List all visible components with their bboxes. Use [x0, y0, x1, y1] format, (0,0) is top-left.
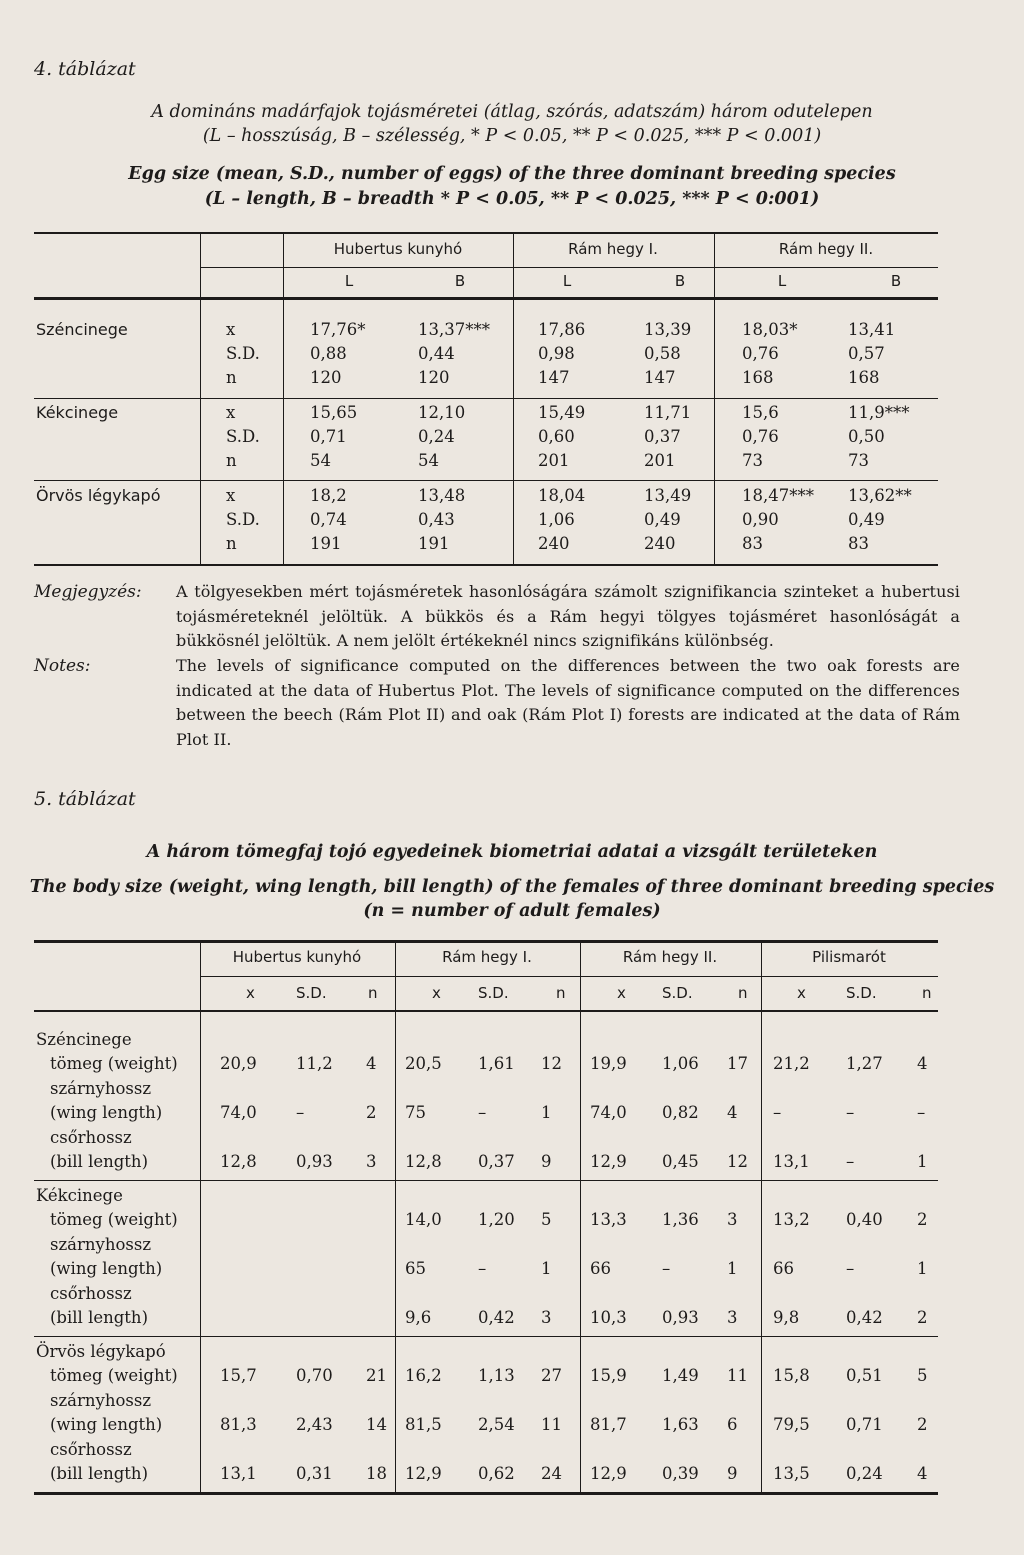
- t5-cell: 66: [773, 1259, 794, 1278]
- t5-subheader: n: [368, 984, 378, 1002]
- t5-subheader: S.D.: [846, 984, 877, 1002]
- t5-cell: 1: [541, 1103, 552, 1122]
- t5-cell: 2,54: [478, 1415, 515, 1434]
- t5-cell: –: [773, 1103, 782, 1122]
- t5-measure-hu: szárnyhossz: [50, 1079, 152, 1098]
- t5-cell: 1: [917, 1259, 928, 1278]
- t4-cell: 120: [310, 368, 342, 387]
- t5-cell: 5: [917, 1366, 928, 1385]
- note-text-hu: A tölgyesekben mért tojásméretek hasonlóságára számolt szignifikancia szinteket a hubertusi tojásméreteknél jelöltük. A bükkös és a Rám hegyi tölgyes tojásméret hasonlóságát a bükkösnél jelöltük. A nem jelölt értékeknél nincs szignifikáns különbség.: [176, 582, 960, 650]
- t5-measure-hu: csőrhossz: [50, 1440, 132, 1459]
- t5-cell: 1,06: [662, 1054, 699, 1073]
- t5-subheader: S.D.: [478, 984, 509, 1002]
- t5-cell: 21,2: [773, 1054, 810, 1073]
- t4-cell: 83: [848, 534, 869, 553]
- table4-label: 4. táblázat: [34, 58, 136, 80]
- t4-cell: 0,76: [742, 427, 779, 446]
- t5-cell: 0,31: [296, 1464, 333, 1483]
- t5-cell: 1,27: [846, 1054, 883, 1073]
- t5-cell: –: [846, 1103, 855, 1122]
- t5-cell: 9,6: [405, 1308, 432, 1327]
- t5-cell: 12,9: [590, 1464, 627, 1483]
- t4-cell: 0,49: [644, 510, 681, 529]
- t4-cell: 0,98: [538, 344, 575, 363]
- t4-site-header: Rám hegy II.: [778, 240, 874, 258]
- t4-subheader: L: [562, 272, 572, 290]
- t5-measure-hu: tömeg (weight): [50, 1210, 178, 1229]
- t5-subheader: S.D.: [296, 984, 327, 1002]
- t5-cell: 12: [541, 1054, 562, 1073]
- t5-cell: –: [296, 1103, 305, 1122]
- t4-cell: 13,62**: [848, 486, 912, 505]
- t4-stat-label: x: [226, 486, 236, 505]
- t4-cell: 11,71: [644, 403, 692, 422]
- t4-subheader: L: [777, 272, 787, 290]
- t5-measure-en: (wing length): [50, 1259, 163, 1278]
- t5-cell: 0,62: [478, 1464, 515, 1483]
- t5-cell: 66: [590, 1259, 611, 1278]
- t5-cell: 79,5: [773, 1415, 810, 1434]
- t5-cell: 1: [727, 1259, 738, 1278]
- t4-cell: 18,04: [538, 486, 586, 505]
- t5-cell: 20,9: [220, 1054, 257, 1073]
- t5-subheader: n: [738, 984, 748, 1002]
- t5-subheader: x: [797, 984, 806, 1002]
- t5-cell: 0,40: [846, 1210, 883, 1229]
- t4-stat-label: x: [226, 403, 236, 422]
- t5-cell: 74,0: [590, 1103, 627, 1122]
- t5-subheader: n: [556, 984, 566, 1002]
- note-text-en: The levels of significance computed on the differences between the two oak forests are indicated at the data of Hubertus Plot. The levels of significance computed on the differences between the beech (Rám Plot II) and oak (Rám Plot I) forests are indicated at the data of Rám Plot II.: [176, 656, 960, 749]
- t5-cell: 1,61: [478, 1054, 515, 1073]
- t4-cell: 0,60: [538, 427, 575, 446]
- t5-cell: 1,20: [478, 1210, 515, 1229]
- t4-species-name: Örvös légykapó: [36, 486, 161, 505]
- t5-subheader: x: [432, 984, 441, 1002]
- table5-label: 5. táblázat: [34, 788, 136, 810]
- t5-subheader: n: [922, 984, 932, 1002]
- t5-cell: –: [917, 1103, 926, 1122]
- t4-cell: 83: [742, 534, 763, 553]
- t5-species-name: Széncinege: [36, 1030, 132, 1049]
- t4-cell: 18,03*: [742, 320, 798, 339]
- t5-cell: 0,51: [846, 1366, 883, 1385]
- t4-cell: 0,37: [644, 427, 681, 446]
- t4-cell: 0,76: [742, 344, 779, 363]
- t4-stat-label: x: [226, 320, 236, 339]
- t5-subheader: S.D.: [662, 984, 693, 1002]
- t5-measure-hu: szárnyhossz: [50, 1391, 152, 1410]
- t5-cell: 0,42: [478, 1308, 515, 1327]
- t4-cell: 147: [644, 368, 676, 387]
- t5-cell: 10,3: [590, 1308, 627, 1327]
- t5-cell: 0,42: [846, 1308, 883, 1327]
- t4-cell: 0,90: [742, 510, 779, 529]
- t4-stat-label: n: [226, 451, 237, 470]
- t5-cell: 11,2: [296, 1054, 333, 1073]
- note-label-hu: Megjegyzés:: [34, 582, 142, 602]
- t4-cell: 15,6: [742, 403, 779, 422]
- t5-measure-hu: csőrhossz: [50, 1284, 132, 1303]
- t5-cell: 1: [917, 1152, 928, 1171]
- t4-species-name: Széncinege: [36, 320, 128, 339]
- t5-measure-en: (wing length): [50, 1103, 163, 1122]
- t5-cell: 13,1: [220, 1464, 257, 1483]
- t5-measure-en: (bill length): [50, 1464, 149, 1483]
- t5-site-header: Hubertus kunyhó: [232, 948, 362, 966]
- t5-subheader: x: [246, 984, 255, 1002]
- t4-site-header: Rám hegy I.: [568, 240, 658, 258]
- t5-cell: 13,1: [773, 1152, 810, 1171]
- t5-cell: 15,9: [590, 1366, 627, 1385]
- t4-subheader: B: [890, 272, 902, 290]
- t4-stat-label: S.D.: [226, 344, 260, 363]
- t4-site-header: Hubertus kunyhó: [333, 240, 463, 258]
- t5-cell: 2: [917, 1415, 928, 1434]
- t5-site-header: Rám hegy II.: [622, 948, 718, 966]
- t4-cell: 18,2: [310, 486, 347, 505]
- t4-subheader: B: [674, 272, 686, 290]
- t5-cell: 14: [366, 1415, 387, 1434]
- t5-cell: 27: [541, 1366, 562, 1385]
- t5-measure-hu: csőrhossz: [50, 1128, 132, 1147]
- t4-stat-label: S.D.: [226, 510, 260, 529]
- t5-cell: 74,0: [220, 1103, 257, 1122]
- t5-cell: 0,37: [478, 1152, 515, 1171]
- t5-cell: –: [478, 1259, 487, 1278]
- t4-cell: 73: [742, 451, 763, 470]
- t4-cell: 13,49: [644, 486, 692, 505]
- t4-cell: 191: [310, 534, 342, 553]
- t5-cell: 0,71: [846, 1415, 883, 1434]
- table5-caption-en-1: The body size (weight, wing length, bill length) of the females of three dominant breeding species: [29, 877, 995, 897]
- t4-cell: 0,49: [848, 510, 885, 529]
- t4-stat-label: n: [226, 534, 237, 553]
- t5-cell: 13,5: [773, 1464, 810, 1483]
- t5-cell: 1: [541, 1259, 552, 1278]
- t5-measure-hu: szárnyhossz: [50, 1235, 152, 1254]
- t4-cell: 17,86: [538, 320, 586, 339]
- t4-cell: 168: [742, 368, 774, 387]
- t5-measure-hu: tömeg (weight): [50, 1054, 178, 1073]
- t5-site-header: Pilismarót: [812, 948, 886, 966]
- t4-cell: 17,76*: [310, 320, 366, 339]
- t5-cell: 3: [541, 1308, 552, 1327]
- t5-measure-hu: tömeg (weight): [50, 1366, 178, 1385]
- t5-site-header: Rám hegy I.: [442, 948, 532, 966]
- t5-cell: –: [846, 1152, 855, 1171]
- t5-cell: 12,9: [405, 1464, 442, 1483]
- t5-cell: 3: [727, 1210, 738, 1229]
- t4-cell: 0,24: [418, 427, 455, 446]
- t4-cell: 0,74: [310, 510, 347, 529]
- t5-cell: –: [478, 1103, 487, 1122]
- t5-cell: 5: [541, 1210, 552, 1229]
- t4-cell: 54: [310, 451, 331, 470]
- table4-caption-hu-2: (L – hosszúság, B – szélesség, * P < 0.05, ** P < 0.025, *** P < 0.001): [202, 126, 822, 146]
- t5-cell: 13,3: [590, 1210, 627, 1229]
- t5-cell: 12,8: [405, 1152, 442, 1171]
- t5-cell: 9: [727, 1464, 738, 1483]
- t4-cell: 73: [848, 451, 869, 470]
- t5-cell: 9: [541, 1152, 552, 1171]
- t4-cell: 54: [418, 451, 439, 470]
- t4-stat-label: S.D.: [226, 427, 260, 446]
- t4-cell: 120: [418, 368, 450, 387]
- t4-cell: 1,06: [538, 510, 575, 529]
- t5-cell: 1,63: [662, 1415, 699, 1434]
- t5-cell: 4: [727, 1103, 738, 1122]
- t5-cell: 13,2: [773, 1210, 810, 1229]
- t4-cell: 0,43: [418, 510, 455, 529]
- t5-cell: 4: [366, 1054, 377, 1073]
- t4-cell: 147: [538, 368, 570, 387]
- t5-cell: 15,7: [220, 1366, 257, 1385]
- t5-cell: 65: [405, 1259, 426, 1278]
- t4-cell: 13,48: [418, 486, 466, 505]
- t4-cell: 240: [644, 534, 676, 553]
- t5-cell: 12,9: [590, 1152, 627, 1171]
- t5-cell: 11: [541, 1415, 562, 1434]
- t4-cell: 168: [848, 368, 880, 387]
- t5-cell: –: [662, 1259, 671, 1278]
- t5-cell: 24: [541, 1464, 562, 1483]
- note-label-en: Notes:: [34, 656, 91, 676]
- t4-cell: 0,71: [310, 427, 347, 446]
- t5-subheader: x: [617, 984, 626, 1002]
- t5-cell: 1,49: [662, 1366, 699, 1385]
- t5-measure-en: (bill length): [50, 1308, 149, 1327]
- t5-cell: 0,93: [296, 1152, 333, 1171]
- t5-cell: 3: [727, 1308, 738, 1327]
- t5-cell: 2: [366, 1103, 377, 1122]
- t5-cell: 4: [917, 1464, 928, 1483]
- t5-cell: 12: [727, 1152, 748, 1171]
- t5-cell: 6: [727, 1415, 738, 1434]
- t4-cell: 13,37***: [418, 320, 490, 339]
- t5-cell: 11: [727, 1366, 748, 1385]
- t5-cell: 81,7: [590, 1415, 627, 1434]
- t4-cell: 0,44: [418, 344, 455, 363]
- t4-cell: 15,49: [538, 403, 586, 422]
- t5-species-name: Kékcinege: [36, 1186, 123, 1205]
- table4-caption-en-1: Egg size (mean, S.D., number of eggs) of the three dominant breeding species: [128, 164, 896, 184]
- table5-caption-hu: A három tömegfaj tojó egyedeinek biometriai adatai a vizsgált területeken: [146, 842, 878, 862]
- t4-cell: 13,41: [848, 320, 896, 339]
- t4-subheader: L: [344, 272, 354, 290]
- t4-cell: 240: [538, 534, 570, 553]
- t5-cell: 0,82: [662, 1103, 699, 1122]
- t5-cell: 20,5: [405, 1054, 442, 1073]
- table4-caption-en-2: (L – length, B – breadth * P < 0.05, ** P < 0.025, *** P < 0:001): [204, 189, 820, 209]
- t4-stat-label: n: [226, 368, 237, 387]
- t5-measure-en: (wing length): [50, 1415, 163, 1434]
- t5-cell: 0,70: [296, 1366, 333, 1385]
- t4-cell: 15,65: [310, 403, 358, 422]
- t4-cell: 12,10: [418, 403, 466, 422]
- t5-cell: 75: [405, 1103, 426, 1122]
- t5-cell: 16,2: [405, 1366, 442, 1385]
- t4-species-name: Kékcinege: [36, 403, 119, 422]
- t5-cell: 15,8: [773, 1366, 810, 1385]
- t5-cell: 81,5: [405, 1415, 442, 1434]
- t5-cell: 0,39: [662, 1464, 699, 1483]
- t5-cell: 18: [366, 1464, 387, 1483]
- t4-cell: 0,88: [310, 344, 347, 363]
- t5-cell: 81,3: [220, 1415, 257, 1434]
- table5-caption-en-2: (n = number of adult females): [363, 901, 661, 921]
- t5-cell: 2: [917, 1308, 928, 1327]
- t4-cell: 0,58: [644, 344, 681, 363]
- t5-species-name: Örvös légykapó: [36, 1342, 166, 1361]
- t4-cell: 11,9***: [848, 403, 910, 422]
- t5-cell: 0,24: [846, 1464, 883, 1483]
- table4-caption-hu-1: A domináns madárfajok tojásméretei (átlag, szórás, adatszám) három odutelepen: [151, 102, 873, 122]
- t5-cell: 2: [917, 1210, 928, 1229]
- t4-cell: 191: [418, 534, 450, 553]
- t5-cell: 14,0: [405, 1210, 442, 1229]
- t5-cell: 1,36: [662, 1210, 699, 1229]
- t4-cell: 201: [644, 451, 676, 470]
- t5-cell: 21: [366, 1366, 387, 1385]
- t5-cell: 12,8: [220, 1152, 257, 1171]
- t5-cell: 4: [917, 1054, 928, 1073]
- t4-subheader: B: [454, 272, 466, 290]
- t5-cell: 3: [366, 1152, 377, 1171]
- t4-cell: 18,47***: [742, 486, 814, 505]
- t5-cell: –: [846, 1259, 855, 1278]
- t5-cell: 0,93: [662, 1308, 699, 1327]
- t4-cell: 201: [538, 451, 570, 470]
- t4-cell: 0,57: [848, 344, 885, 363]
- t5-cell: 19,9: [590, 1054, 627, 1073]
- t5-cell: 9,8: [773, 1308, 800, 1327]
- t4-cell: 13,39: [644, 320, 692, 339]
- t5-cell: 2,43: [296, 1415, 333, 1434]
- t5-measure-en: (bill length): [50, 1152, 149, 1171]
- t5-cell: 1,13: [478, 1366, 515, 1385]
- t5-cell: 17: [727, 1054, 748, 1073]
- t5-cell: 0,45: [662, 1152, 699, 1171]
- t4-cell: 0,50: [848, 427, 885, 446]
